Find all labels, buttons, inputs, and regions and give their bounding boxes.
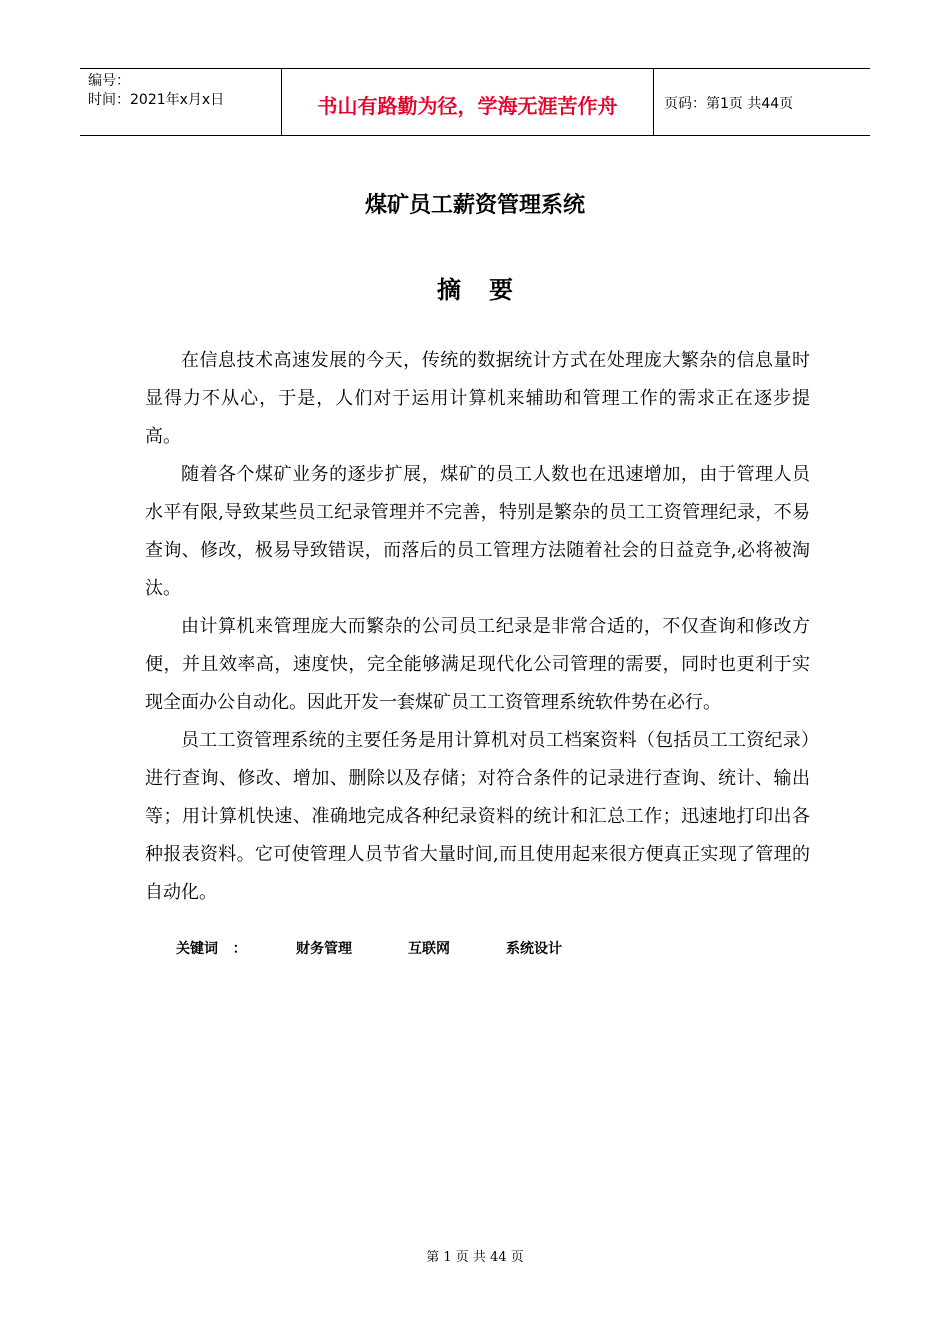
abstract-paragraph: 在信息技术高速发展的今天，传统的数据统计方式在处理庞大繁杂的信息量时显得力不从心，于是，人们对于运用计算机来辅助和管理工作的需求正在逐步提高。 <box>145 350 810 447</box>
abstract-paragraph: 随着各个煤矿业务的逐步扩展，煤矿的员工人数也在迅速增加，由于管理人员水平有限,导致某些员工纪录管理并不完善，特别是繁杂的员工工资管理纪录，不易查询、修改，极易导致错误，而落后的员工管理方法随着社会的日益竞争,必将被淘汰。 <box>145 464 810 599</box>
document-title: 煤矿员工薪资管理系统 <box>364 193 585 218</box>
abstract-heading: 摘要 <box>437 276 541 304</box>
page-info-cell <box>654 69 870 135</box>
page-footer: 第 1 页 共 44 页 <box>426 1250 524 1265</box>
header-table <box>80 68 870 136</box>
abstract-body <box>145 342 810 912</box>
keywords-label: 关键词 ： <box>176 941 247 957</box>
keyword-item: 系统设计 <box>506 941 562 957</box>
serial-label: 编号： <box>88 73 130 89</box>
keyword-item: 财务管理 <box>296 941 352 957</box>
keyword-item: 互联网 <box>408 941 450 957</box>
abstract-paragraph: 由计算机来管理庞大而繁杂的公司员工纪录是非常合适的，不仅查询和修改方便，并且效率高，速度快，完全能够满足现代化公司管理的需要，同时也更利于实现全面办公自动化。因此开发一套煤矿员工工资管理系统软件势在必行。 <box>145 616 810 713</box>
date-label: 时间：2021年x月x日 <box>88 92 225 108</box>
page-info-text: 页码：第1页 共44页 <box>664 96 794 112</box>
header-meta-cell <box>80 69 281 135</box>
motto-cell <box>281 69 654 135</box>
motto-text: 书山有路勤为径，学海无涯苦作舟 <box>317 93 618 118</box>
abstract-paragraph: 员工工资管理系统的主要任务是用计算机对员工档案资料（包括员工工资纪录）进行查询、修改、增加、删除以及存储；对符合条件的记录进行查询、统计、输出等；用计算机快速、准确地完成各种纪录资料的统计和汇总工作；迅速地打印出各种报表资料。它可使管理人员节省大量时间,而且使用起来很方便真正实现了管理的自动化。 <box>145 730 810 903</box>
keywords-line <box>176 938 618 958</box>
